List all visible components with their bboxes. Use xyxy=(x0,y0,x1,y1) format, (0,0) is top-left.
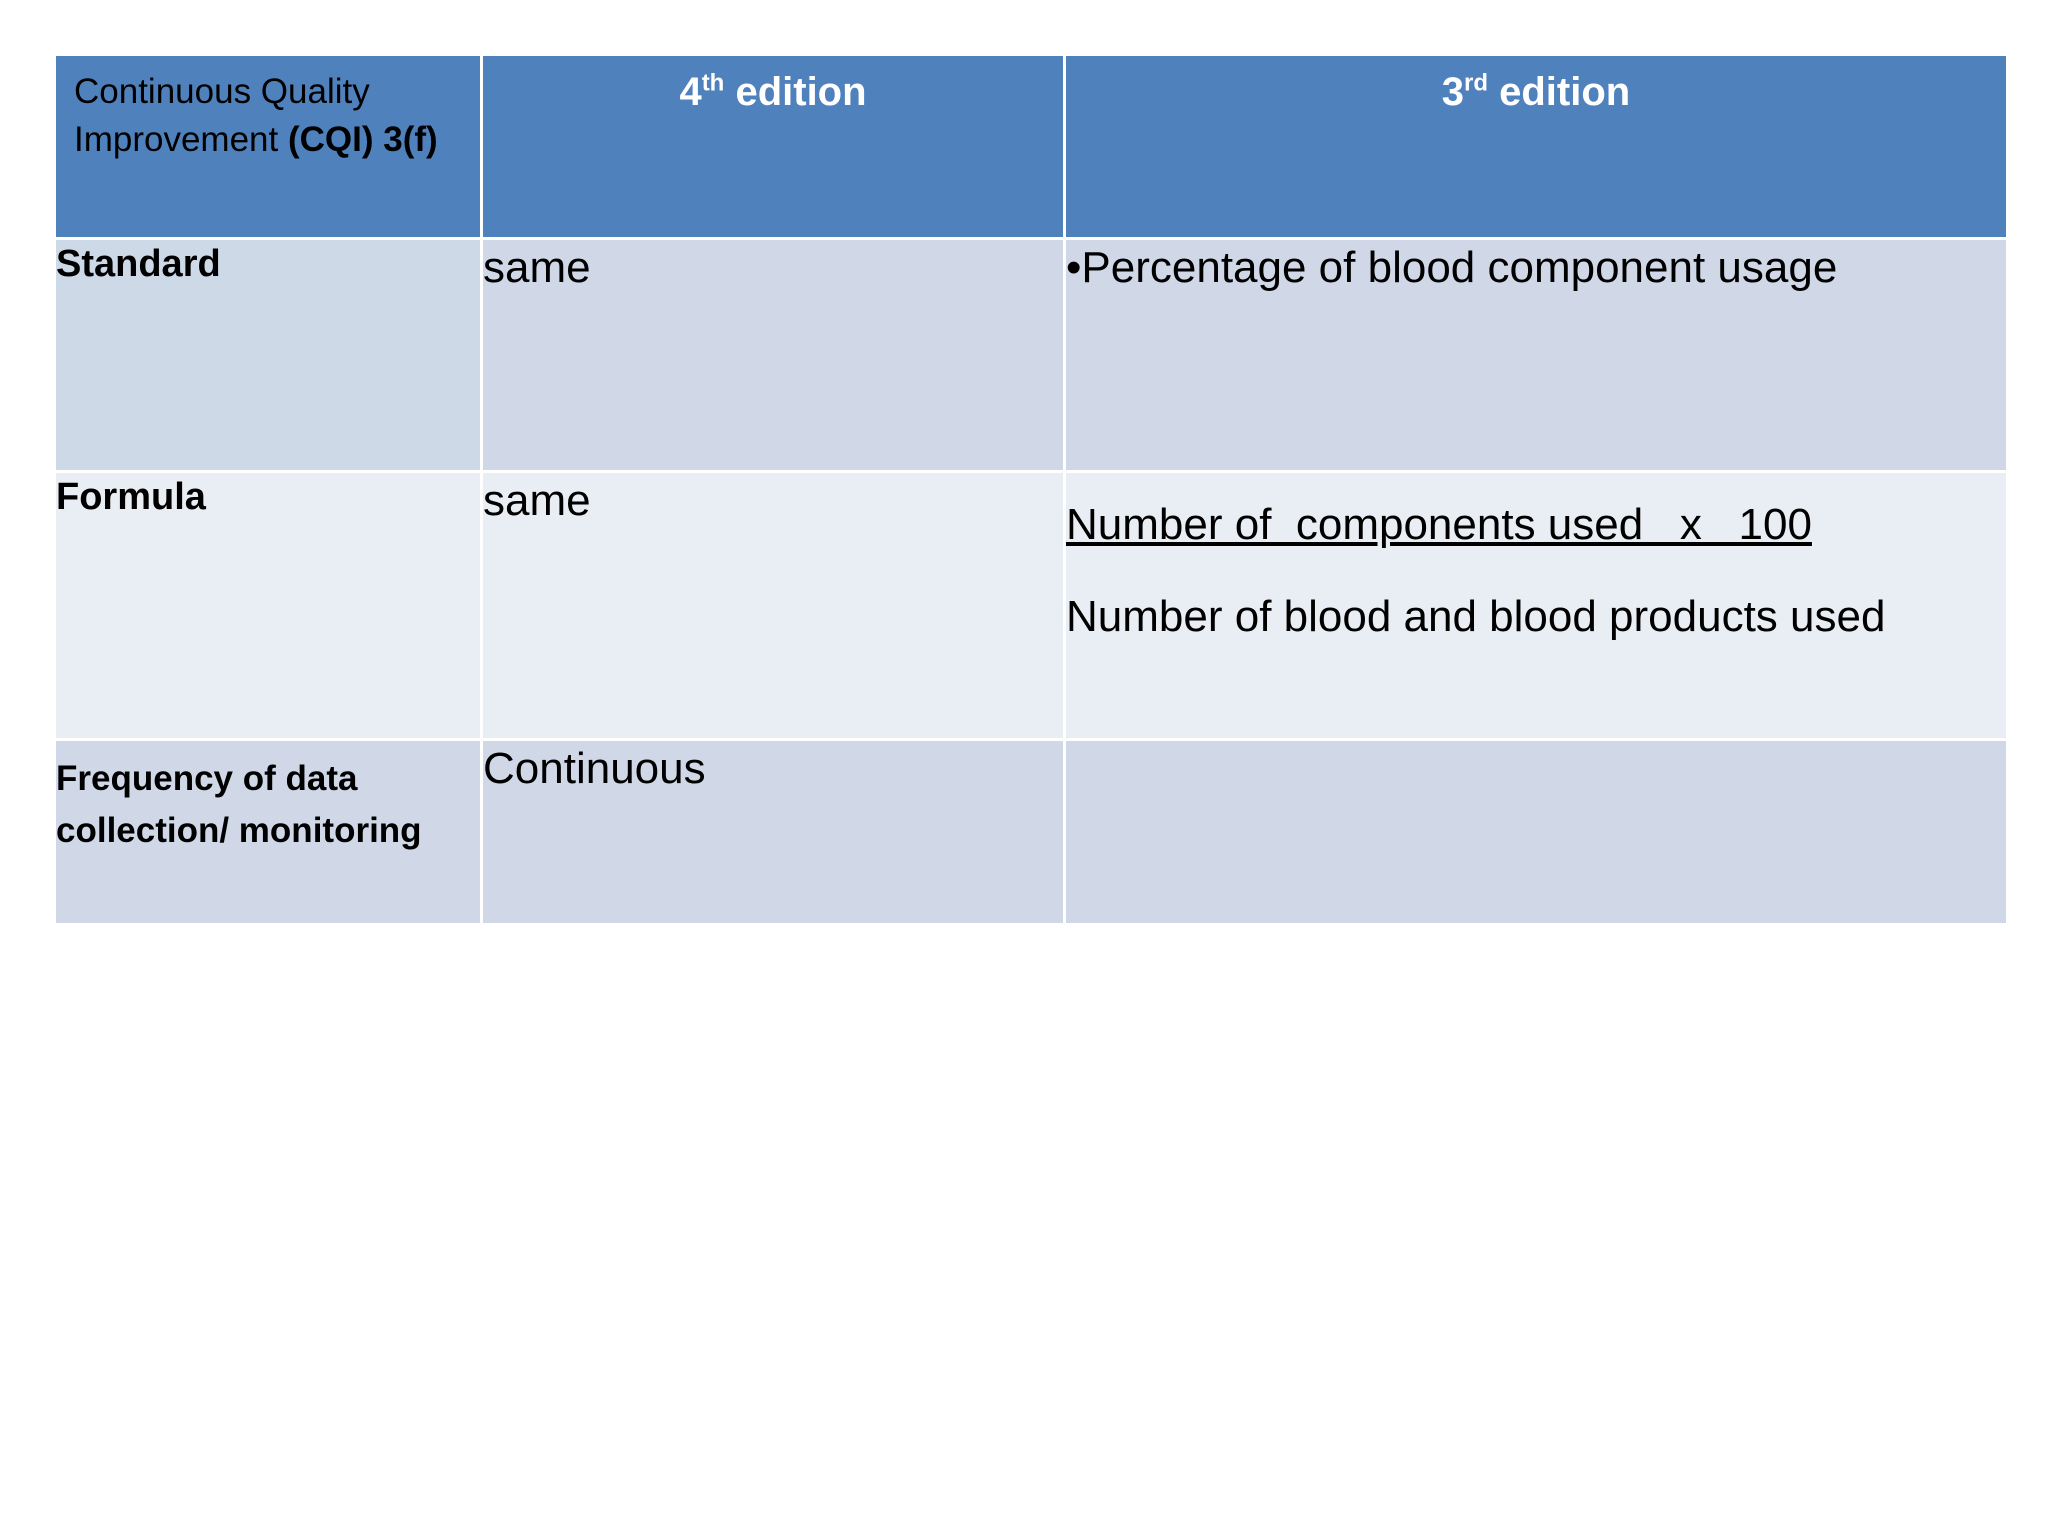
header-3rd-edition xyxy=(1065,55,2008,239)
header-3rd-base: 3 xyxy=(1441,70,1465,114)
formula-label: Formula xyxy=(55,472,482,740)
header-4th-edition xyxy=(482,55,1065,239)
comparison-table xyxy=(53,53,2009,926)
standard-label: Standard xyxy=(55,239,482,472)
header-cqi-label-text: Continuous Quality Improvement xyxy=(74,72,370,159)
formula-4th-value: same xyxy=(482,472,1065,740)
header-4th-ordinal: th xyxy=(701,69,725,97)
formula-3rd-value xyxy=(1065,472,2008,740)
header-4th-base: 4 xyxy=(679,70,702,114)
header-row xyxy=(55,55,2008,239)
formula-numerator: Number of components used x 100 xyxy=(1066,500,1812,549)
frequency-4th-value: Continuous xyxy=(482,740,1065,925)
formula-denominator: Number of blood and blood products used xyxy=(1066,592,1886,641)
row-formula xyxy=(55,472,2008,740)
header-cqi-label-bold: (CQI) 3(f) xyxy=(287,120,438,159)
standard-3rd-value: •Percentage of blood component usage xyxy=(1065,239,2008,472)
header-3rd-suffix: edition xyxy=(1488,70,1631,114)
row-frequency xyxy=(55,740,2008,925)
row-standard xyxy=(55,239,2008,472)
standard-4th-value: same xyxy=(482,239,1065,472)
header-cqi-label xyxy=(55,55,482,239)
frequency-3rd-value xyxy=(1065,740,2008,925)
header-4th-suffix: edition xyxy=(724,70,867,114)
header-3rd-ordinal: rd xyxy=(1464,69,1489,97)
frequency-label: Frequency of data collection/ monitoring xyxy=(55,740,482,925)
